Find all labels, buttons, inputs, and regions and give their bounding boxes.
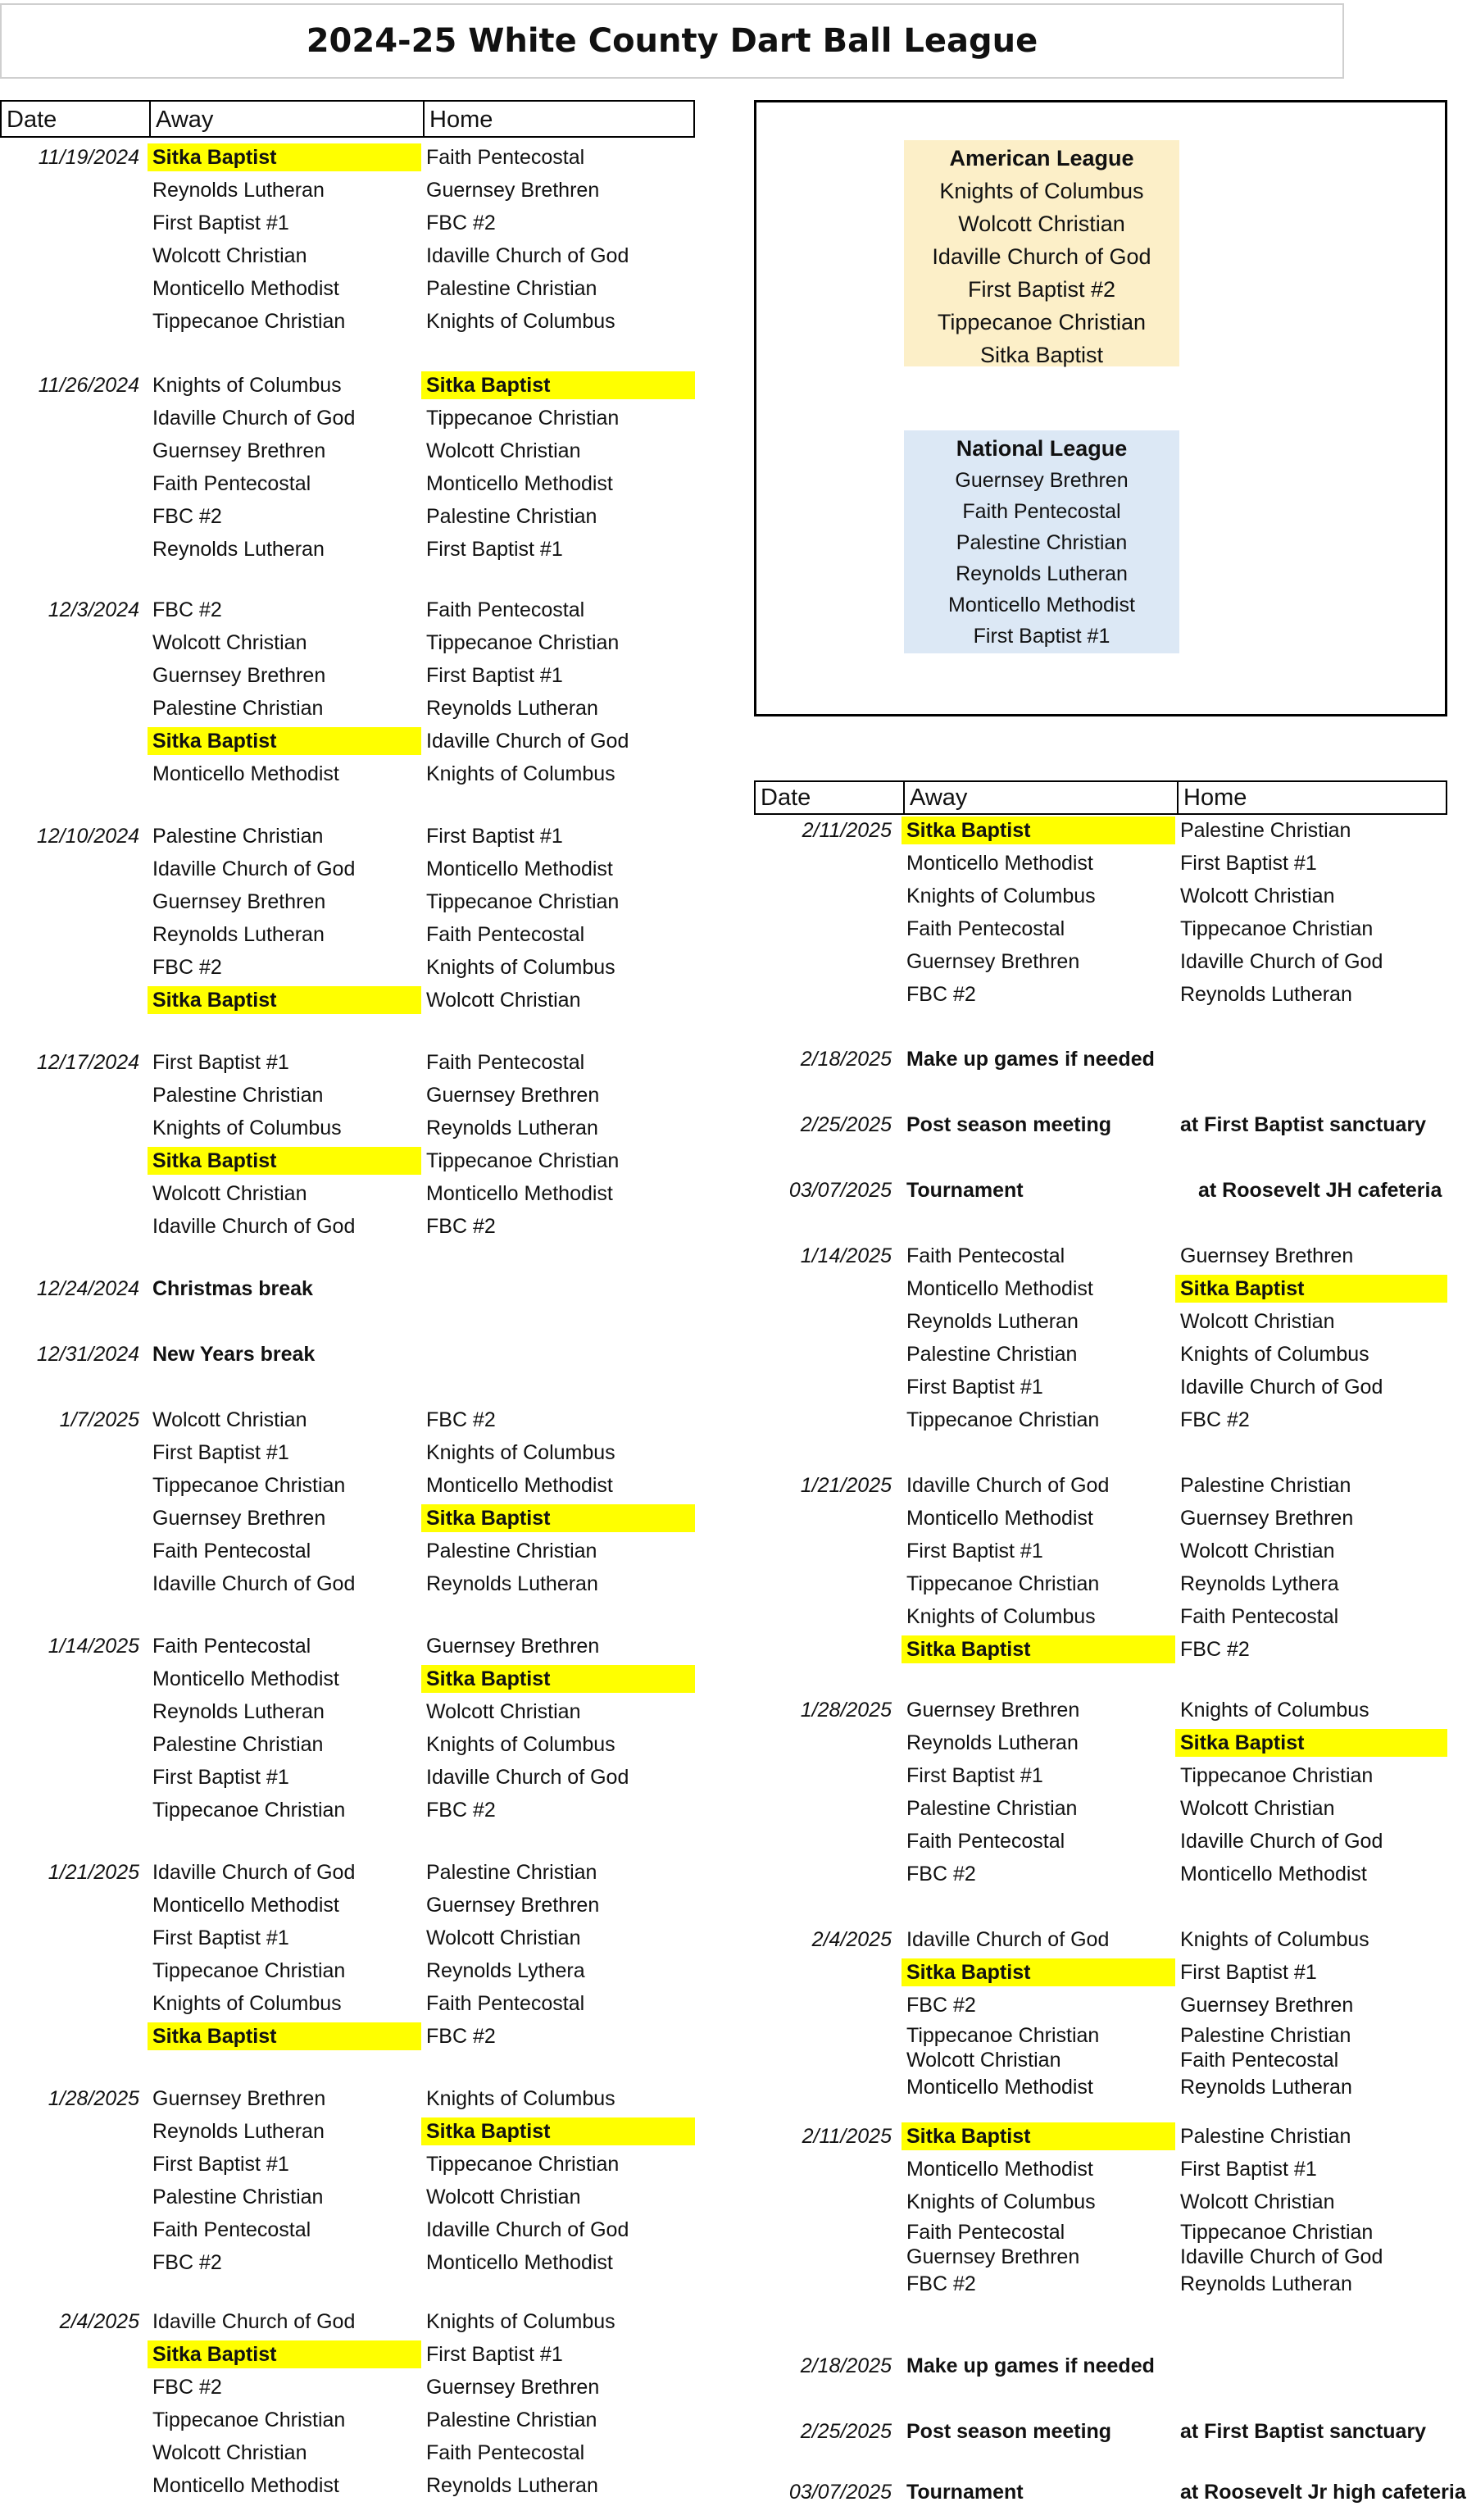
home-team: Wolcott Christian bbox=[426, 439, 581, 462]
home-team: Wolcott Christian bbox=[1180, 885, 1335, 907]
away-team: Idaville Church of God bbox=[906, 1928, 1110, 1951]
home-team: Palestine Christian bbox=[1180, 1474, 1351, 1497]
left-header-away: Away bbox=[149, 102, 423, 136]
home-team: Sitka Baptist bbox=[421, 371, 695, 399]
game-date: 1/14/2025 bbox=[48, 1635, 139, 1658]
home-team: Wolcott Christian bbox=[1180, 1797, 1335, 1820]
schedule-note: Tournament bbox=[906, 1179, 1024, 1202]
away-team: Sitka Baptist bbox=[902, 1958, 1175, 1986]
away-team: First Baptist #1 bbox=[152, 1441, 289, 1464]
home-team: FBC #2 bbox=[426, 1799, 496, 1822]
home-team: Palestine Christian bbox=[426, 505, 597, 528]
away-team: Guernsey Brethren bbox=[906, 1699, 1080, 1722]
away-team: FBC #2 bbox=[152, 2251, 222, 2274]
away-team: Knights of Columbus bbox=[152, 374, 342, 397]
home-team: Tippecanoe Christian bbox=[426, 407, 620, 430]
away-team: Palestine Christian bbox=[152, 2186, 324, 2208]
home-team: Wolcott Christian bbox=[1180, 1310, 1335, 1333]
national-league-panel bbox=[904, 430, 1179, 653]
home-team: Idaville Church of God bbox=[1180, 1376, 1383, 1399]
away-team: FBC #2 bbox=[906, 2272, 976, 2295]
home-team: Reynolds Lutheran bbox=[426, 1572, 598, 1595]
away-team: Palestine Christian bbox=[152, 825, 324, 848]
away-team: First Baptist #1 bbox=[906, 1376, 1043, 1399]
away-team: First Baptist #1 bbox=[152, 2153, 289, 2176]
away-team: Monticello Methodist bbox=[906, 852, 1093, 875]
home-team: Monticello Methodist bbox=[426, 1182, 613, 1205]
home-team: Knights of Columbus bbox=[426, 1441, 615, 1464]
home-team: Knights of Columbus bbox=[426, 2310, 615, 2333]
away-team: Idaville Church of God bbox=[152, 857, 356, 880]
game-date: 1/21/2025 bbox=[48, 1861, 139, 1884]
schedule-note: Make up games if needed bbox=[906, 1048, 1155, 1071]
american-team: Knights of Columbus bbox=[939, 179, 1144, 203]
away-team: Reynolds Lutheran bbox=[906, 1310, 1079, 1333]
game-date: 12/3/2024 bbox=[48, 598, 139, 621]
away-team: Idaville Church of God bbox=[152, 1861, 356, 1884]
away-team: Knights of Columbus bbox=[906, 885, 1096, 907]
page-title: 2024-25 White County Dart Ball League bbox=[306, 22, 1038, 60]
game-date: 2/4/2025 bbox=[59, 2310, 139, 2333]
game-date: 2/4/2025 bbox=[811, 1928, 892, 1951]
schedule-note-location: at First Baptist sanctuary bbox=[1180, 2420, 1427, 2443]
away-team: Reynolds Lutheran bbox=[906, 1731, 1079, 1754]
left-table-header bbox=[0, 100, 695, 138]
away-team: Knights of Columbus bbox=[906, 1605, 1096, 1628]
home-team: Wolcott Christian bbox=[426, 1700, 581, 1723]
home-team: Faith Pentecostal bbox=[426, 1051, 585, 1074]
away-team: Wolcott Christian bbox=[152, 244, 307, 267]
title-box bbox=[0, 3, 1344, 79]
away-team: Sitka Baptist bbox=[902, 816, 1175, 844]
national-team: Reynolds Lutheran bbox=[956, 562, 1128, 585]
home-team: Tippecanoe Christian bbox=[426, 631, 620, 654]
away-team: Monticello Methodist bbox=[152, 2474, 339, 2497]
away-team: Knights of Columbus bbox=[152, 1117, 342, 1139]
home-team: Tippecanoe Christian bbox=[1180, 917, 1374, 940]
away-team: Monticello Methodist bbox=[152, 277, 339, 300]
home-team: Tippecanoe Christian bbox=[426, 2153, 620, 2176]
home-team: Guernsey Brethren bbox=[1180, 1507, 1354, 1530]
national-league-title: National League bbox=[956, 436, 1128, 461]
home-team: Knights of Columbus bbox=[426, 956, 615, 979]
home-team: Sitka Baptist bbox=[421, 1665, 695, 1693]
schedule-note-location: at First Baptist sanctuary bbox=[1180, 1113, 1427, 1136]
home-team: Tippecanoe Christian bbox=[426, 890, 620, 913]
away-team: Idaville Church of God bbox=[152, 407, 356, 430]
game-date: 1/28/2025 bbox=[800, 1699, 892, 1722]
home-team: Palestine Christian bbox=[426, 1540, 597, 1562]
league-box bbox=[754, 100, 1447, 716]
home-team: Guernsey Brethren bbox=[426, 2376, 600, 2399]
away-team: Faith Pentecostal Guernsey Brethren bbox=[906, 2221, 1080, 2268]
away-team: Sitka Baptist bbox=[902, 2122, 1175, 2150]
away-team: Wolcott Christian bbox=[152, 2441, 307, 2464]
home-team: Palestine Christian bbox=[1180, 819, 1351, 842]
away-team: Guernsey Brethren bbox=[152, 2087, 326, 2110]
home-team: First Baptist #1 bbox=[426, 664, 563, 687]
away-team: Idaville Church of God bbox=[152, 1215, 356, 1238]
home-team: Reynolds Lythera bbox=[426, 1959, 585, 1982]
away-team: Reynolds Lutheran bbox=[152, 1700, 325, 1723]
game-date: 2/18/2025 bbox=[800, 2354, 892, 2377]
home-team: Monticello Methodist bbox=[426, 1474, 613, 1497]
away-team: Tippecanoe Christian bbox=[152, 1799, 346, 1822]
home-team: Wolcott Christian bbox=[426, 989, 581, 1012]
away-team: Tippecanoe Christian bbox=[906, 1572, 1100, 1595]
away-team: Reynolds Lutheran bbox=[152, 2120, 325, 2143]
game-date: 1/21/2025 bbox=[800, 1474, 892, 1497]
right-header-date: Date bbox=[761, 785, 811, 811]
home-team: Knights of Columbus bbox=[1180, 1343, 1369, 1366]
schedule-note: Post season meeting bbox=[906, 1113, 1112, 1136]
away-team: Wolcott Christian bbox=[152, 631, 307, 654]
home-team: First Baptist #1 bbox=[426, 2343, 563, 2366]
game-date: 12/31/2024 bbox=[36, 1343, 139, 1366]
game-date: 11/19/2024 bbox=[38, 146, 139, 169]
home-team: Idaville Church of God bbox=[426, 244, 629, 267]
right-header-away: Away bbox=[903, 782, 1177, 813]
home-team: Reynolds Lutheran bbox=[426, 2474, 598, 2497]
home-team: Guernsey Brethren bbox=[1180, 1244, 1354, 1267]
national-team: Faith Pentecostal bbox=[962, 500, 1121, 523]
game-date: 2/25/2025 bbox=[800, 2420, 892, 2443]
away-team: FBC #2 bbox=[152, 505, 222, 528]
home-team: Tippecanoe Christian bbox=[426, 1149, 620, 1172]
home-team: First Baptist #1 bbox=[1180, 1961, 1317, 1984]
away-team: Guernsey Brethren bbox=[152, 664, 326, 687]
away-team: Palestine Christian bbox=[152, 1084, 324, 1107]
away-team: Monticello Methodist bbox=[906, 1277, 1093, 1300]
away-team: Faith Pentecostal bbox=[152, 2218, 311, 2241]
game-date: 2/18/2025 bbox=[800, 1048, 892, 1071]
game-date: 1/14/2025 bbox=[800, 1244, 892, 1267]
home-team: Sitka Baptist bbox=[421, 1504, 695, 1532]
away-team: Faith Pentecostal bbox=[152, 1635, 311, 1658]
away-team: Palestine Christian bbox=[906, 1343, 1078, 1366]
american-league-title: American League bbox=[949, 146, 1134, 171]
away-team: Reynolds Lutheran bbox=[152, 179, 325, 202]
schedule-note-location: at Roosevelt JH cafeteria bbox=[1198, 1179, 1442, 1202]
home-team: Knights of Columbus bbox=[426, 2087, 615, 2110]
home-team: Guernsey Brethren bbox=[426, 1635, 600, 1658]
american-team: Tippecanoe Christian bbox=[937, 310, 1147, 334]
home-team: Knights of Columbus bbox=[1180, 1928, 1369, 1951]
home-team: First Baptist #1 bbox=[1180, 852, 1317, 875]
home-team: Knights of Columbus bbox=[1180, 1699, 1369, 1722]
away-team: Tippecanoe Christian bbox=[906, 1408, 1100, 1431]
away-team: Monticello Methodist bbox=[906, 1507, 1093, 1530]
home-team: FBC #2 bbox=[426, 1408, 496, 1431]
home-team: Faith Pentecostal bbox=[426, 923, 585, 946]
home-team: Reynolds Lutheran bbox=[1180, 2076, 1352, 2099]
away-team: Sitka Baptist bbox=[148, 2022, 421, 2050]
away-team: Faith Pentecostal bbox=[152, 1540, 311, 1562]
home-team: Reynolds Lutheran bbox=[426, 697, 598, 720]
schedule-note: Make up games if needed bbox=[906, 2354, 1155, 2377]
away-team: Monticello Methodist bbox=[152, 1667, 339, 1690]
home-team: Reynolds Lutheran bbox=[426, 1117, 598, 1139]
away-team: Monticello Methodist bbox=[152, 1894, 339, 1917]
schedule-note: Tournament bbox=[906, 2481, 1024, 2504]
game-date: 11/26/2024 bbox=[38, 374, 139, 397]
national-team: Guernsey Brethren bbox=[955, 469, 1129, 492]
away-team: Faith Pentecostal bbox=[152, 472, 311, 495]
home-team: Sitka Baptist bbox=[421, 2117, 695, 2145]
away-team: FBC #2 bbox=[906, 1863, 976, 1885]
home-team: Knights of Columbus bbox=[426, 1733, 615, 1756]
home-team: Faith Pentecostal bbox=[426, 2441, 585, 2464]
game-date: 12/17/2024 bbox=[36, 1051, 139, 1074]
away-team: First Baptist #1 bbox=[906, 1764, 1043, 1787]
right-table-header bbox=[754, 780, 1447, 815]
away-team: Sitka Baptist bbox=[148, 727, 421, 755]
home-team: First Baptist #1 bbox=[426, 538, 563, 561]
away-team: First Baptist #1 bbox=[152, 212, 289, 234]
left-header-home: Home bbox=[423, 102, 693, 136]
national-team: First Baptist #1 bbox=[973, 625, 1110, 648]
home-team: Reynolds Lutheran bbox=[1180, 983, 1352, 1006]
home-team: Idaville Church of God bbox=[426, 2218, 629, 2241]
away-team: Knights of Columbus bbox=[152, 1992, 342, 2015]
game-date: 12/10/2024 bbox=[36, 825, 139, 848]
away-team: FBC #2 bbox=[152, 2376, 222, 2399]
home-team: Reynolds Lythera bbox=[1180, 1572, 1339, 1595]
away-team: Idaville Church of God bbox=[152, 2310, 356, 2333]
home-team: Palestine Christian bbox=[426, 277, 597, 300]
home-team: Faith Pentecostal bbox=[1180, 1605, 1339, 1628]
home-team: Guernsey Brethren bbox=[1180, 1994, 1354, 2017]
american-team: Wolcott Christian bbox=[958, 212, 1125, 236]
home-team: Idaville Church of God bbox=[426, 1766, 629, 1789]
home-team: FBC #2 bbox=[426, 1215, 496, 1238]
schedule-note: Christmas break bbox=[152, 1277, 313, 1300]
game-date: 03/07/2025 bbox=[788, 1179, 892, 1202]
away-team: Sitka Baptist bbox=[902, 1635, 1175, 1663]
home-team: FBC #2 bbox=[1180, 1408, 1250, 1431]
home-team: First Baptist #1 bbox=[1180, 2158, 1317, 2181]
away-team: Monticello Methodist bbox=[906, 2076, 1093, 2099]
home-team: Palestine Christian bbox=[426, 1861, 597, 1884]
away-team: Tippecanoe Christian Wolcott Christian bbox=[906, 2024, 1100, 2072]
home-team: Idaville Church of God bbox=[1180, 950, 1383, 973]
schedule-note: Post season meeting bbox=[906, 2420, 1112, 2443]
home-team: Sitka Baptist bbox=[1175, 1275, 1447, 1303]
away-team: Reynolds Lutheran bbox=[152, 923, 325, 946]
away-team: Knights of Columbus bbox=[906, 2190, 1096, 2213]
home-team: Wolcott Christian bbox=[1180, 1540, 1335, 1562]
national-team: Palestine Christian bbox=[956, 531, 1128, 554]
home-team: Tippecanoe Christian bbox=[1180, 1764, 1374, 1787]
away-team: First Baptist #1 bbox=[906, 1540, 1043, 1562]
game-date: 03/07/2025 bbox=[788, 2481, 892, 2504]
home-team: Monticello Methodist bbox=[426, 857, 613, 880]
away-team: Faith Pentecostal bbox=[906, 1830, 1065, 1853]
away-team: FBC #2 bbox=[906, 983, 976, 1006]
game-date: 2/11/2025 bbox=[802, 819, 892, 842]
away-team: Idaville Church of God bbox=[152, 1572, 356, 1595]
game-date: 1/7/2025 bbox=[59, 1408, 139, 1431]
home-team: Monticello Methodist bbox=[426, 472, 613, 495]
national-team: Monticello Methodist bbox=[948, 594, 1135, 616]
away-team: FBC #2 bbox=[906, 1994, 976, 2017]
away-team: Idaville Church of God bbox=[906, 1474, 1110, 1497]
american-team: Sitka Baptist bbox=[979, 343, 1104, 367]
away-team: Guernsey Brethren bbox=[152, 1507, 326, 1530]
away-team: First Baptist #1 bbox=[152, 1926, 289, 1949]
away-team: First Baptist #1 bbox=[152, 1051, 289, 1074]
away-team: Wolcott Christian bbox=[152, 1408, 307, 1431]
home-team: Monticello Methodist bbox=[1180, 1863, 1367, 1885]
home-team: Palestine Christian bbox=[1180, 2125, 1351, 2148]
american-team: Idaville Church of God bbox=[932, 244, 1151, 269]
away-team: Sitka Baptist bbox=[148, 986, 421, 1014]
home-team: Wolcott Christian bbox=[426, 2186, 581, 2208]
away-team: Palestine Christian bbox=[152, 1733, 324, 1756]
away-team: FBC #2 bbox=[152, 956, 222, 979]
home-team: Faith Pentecostal bbox=[426, 146, 585, 169]
home-team: Idaville Church of God bbox=[1180, 1830, 1383, 1853]
game-date: 2/25/2025 bbox=[800, 1113, 892, 1136]
home-team: Sitka Baptist bbox=[1175, 1729, 1447, 1757]
home-team: Faith Pentecostal bbox=[426, 598, 585, 621]
home-team: First Baptist #1 bbox=[426, 825, 563, 848]
american-league-panel bbox=[904, 140, 1179, 366]
game-date: 2/11/2025 bbox=[802, 2125, 892, 2148]
away-team: Monticello Methodist bbox=[152, 762, 339, 785]
away-team: Tippecanoe Christian bbox=[152, 1959, 346, 1982]
away-team: Tippecanoe Christian bbox=[152, 2409, 346, 2431]
schedule-note-location: at Roosevelt Jr high cafeteria bbox=[1180, 2481, 1466, 2504]
away-team: FBC #2 bbox=[152, 598, 222, 621]
home-team: FBC #2 bbox=[426, 212, 496, 234]
home-team: Reynolds Lutheran bbox=[1180, 2272, 1352, 2295]
away-team: Tippecanoe Christian bbox=[152, 310, 346, 333]
home-team: Tippecanoe Christian Idaville Church of God bbox=[1180, 2221, 1383, 2268]
away-team: Faith Pentecostal bbox=[906, 1244, 1065, 1267]
home-team: Guernsey Brethren bbox=[426, 1084, 600, 1107]
home-team: Wolcott Christian bbox=[1180, 2190, 1335, 2213]
away-team: Palestine Christian bbox=[906, 1797, 1078, 1820]
home-team: Palestine Christian bbox=[426, 2409, 597, 2431]
left-header-date: Date bbox=[7, 107, 57, 133]
away-team: Guernsey Brethren bbox=[152, 439, 326, 462]
away-team: Reynolds Lutheran bbox=[152, 538, 325, 561]
away-team: Monticello Methodist bbox=[906, 2158, 1093, 2181]
away-team: First Baptist #1 bbox=[152, 1766, 289, 1789]
home-team: Monticello Methodist bbox=[426, 2251, 613, 2274]
american-team: First Baptist #2 bbox=[967, 277, 1116, 302]
away-team: Wolcott Christian bbox=[152, 1182, 307, 1205]
away-team: Sitka Baptist bbox=[148, 143, 421, 171]
schedule-note: New Years break bbox=[152, 1343, 316, 1366]
home-team: Faith Pentecostal bbox=[426, 1992, 585, 2015]
home-team: Guernsey Brethren bbox=[426, 1894, 600, 1917]
right-header-home: Home bbox=[1177, 782, 1446, 813]
game-date: 12/24/2024 bbox=[36, 1277, 139, 1300]
game-date: 1/28/2025 bbox=[48, 2087, 139, 2110]
away-team: Sitka Baptist bbox=[148, 2340, 421, 2368]
home-team: Knights of Columbus bbox=[426, 310, 615, 333]
home-team: Knights of Columbus bbox=[426, 762, 615, 785]
away-team: Faith Pentecostal bbox=[906, 917, 1065, 940]
away-team: Tippecanoe Christian bbox=[152, 1474, 346, 1497]
away-team: Guernsey Brethren bbox=[152, 890, 326, 913]
away-team: Sitka Baptist bbox=[148, 1147, 421, 1175]
home-team: Guernsey Brethren bbox=[426, 179, 600, 202]
home-team: FBC #2 bbox=[426, 2025, 496, 2048]
home-team: Wolcott Christian bbox=[426, 1926, 581, 1949]
home-team: FBC #2 bbox=[1180, 1638, 1250, 1661]
home-team: Palestine Christian Faith Pentecostal bbox=[1180, 2024, 1351, 2072]
away-team: Guernsey Brethren bbox=[906, 950, 1080, 973]
home-team: Idaville Church of God bbox=[426, 730, 629, 753]
away-team: Palestine Christian bbox=[152, 697, 324, 720]
